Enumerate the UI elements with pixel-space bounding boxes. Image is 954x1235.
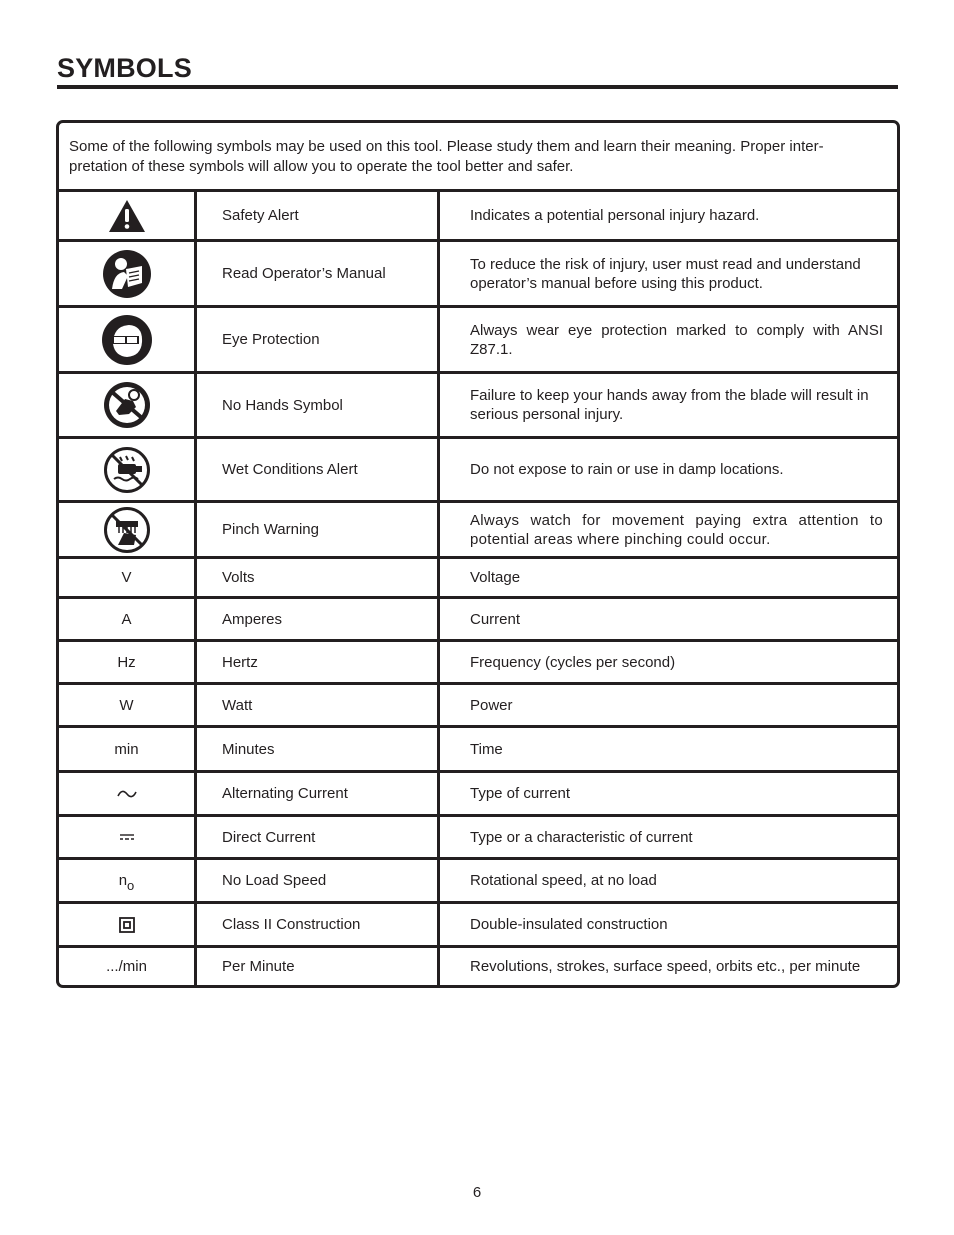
symbol-main: n bbox=[118, 872, 128, 889]
symbol-name: Alternating Current bbox=[197, 773, 440, 814]
symbol-text: min bbox=[59, 728, 197, 770]
symbol-meaning: Current bbox=[470, 610, 521, 628]
symbol-meaning: Do not expose to rain or use in damp locations. bbox=[470, 461, 784, 478]
table-row bbox=[59, 308, 897, 374]
table-row bbox=[59, 904, 897, 948]
symbol-text: V bbox=[59, 559, 197, 596]
symbol-meaning: Failure to keep your hands away from the blade will result in serious personal injury. bbox=[470, 387, 869, 423]
eye-protection-icon bbox=[59, 308, 197, 371]
table-row bbox=[59, 503, 897, 559]
table-row bbox=[59, 860, 897, 904]
symbol-text: .../min bbox=[59, 948, 197, 985]
symbol-meaning: Type of current bbox=[470, 785, 571, 802]
table-row bbox=[59, 817, 897, 860]
safety-alert-icon bbox=[59, 192, 197, 239]
symbol-name: Amperes bbox=[197, 599, 440, 639]
class-ii-icon bbox=[59, 904, 197, 945]
table-row bbox=[59, 192, 897, 242]
symbol-text bbox=[59, 860, 197, 901]
symbol-meaning: Indicates a potential personal injury hazard. bbox=[470, 207, 760, 224]
title-rule bbox=[57, 85, 898, 89]
table-row bbox=[59, 242, 897, 308]
symbol-name: Direct Current bbox=[197, 817, 440, 857]
symbol-meaning: Always watch for movement paying extra attention to potential areas where pinching could occur. bbox=[470, 511, 883, 548]
symbol-name: Hertz bbox=[197, 642, 440, 682]
pinch-warning-icon bbox=[59, 503, 197, 556]
symbol-name: Read Operator’s Manual bbox=[197, 242, 440, 305]
symbol-text: W bbox=[59, 685, 197, 725]
page-number: 6 bbox=[472, 1184, 482, 1201]
table-row bbox=[59, 728, 897, 773]
symbol-name: Class II Construction bbox=[197, 904, 440, 945]
no-hands-icon bbox=[59, 374, 197, 436]
symbol-name: Volts bbox=[197, 559, 440, 596]
table-row bbox=[59, 439, 897, 503]
symbol-meaning: Voltage bbox=[470, 569, 521, 586]
symbol-meaning: Type or a characteristic of current bbox=[470, 828, 693, 846]
table-row bbox=[59, 374, 897, 439]
intro-cell bbox=[59, 123, 897, 192]
symbol-meaning: Rotational speed, at no load bbox=[470, 872, 657, 889]
table-row bbox=[59, 599, 897, 642]
alternating-current-icon bbox=[59, 773, 197, 814]
symbols-table bbox=[56, 120, 900, 988]
symbol-name: Eye Protection bbox=[197, 308, 440, 371]
symbol-text: Hz bbox=[59, 642, 197, 682]
symbol-meaning: Double-insulated construction bbox=[470, 916, 668, 933]
symbol-meaning: Always wear eye protection marked to comply with ANSI Z87.1. bbox=[470, 321, 883, 358]
table-row bbox=[59, 685, 897, 728]
symbol-meaning: To reduce the risk of injury, user must read and understand operator’s manual before using this product. bbox=[470, 255, 861, 292]
symbol-name: Pinch Warning bbox=[197, 503, 440, 556]
symbol-name: Per Minute bbox=[197, 948, 440, 985]
symbol-name: Minutes bbox=[197, 728, 440, 770]
symbol-name: No Load Speed bbox=[197, 860, 440, 901]
symbol-meaning: Frequency (cycles per second) bbox=[470, 653, 676, 671]
symbol-text: A bbox=[59, 599, 197, 639]
read-manual-icon bbox=[59, 242, 197, 305]
table-row bbox=[59, 559, 897, 599]
symbol-name: Wet Conditions Alert bbox=[197, 439, 440, 500]
wet-conditions-icon bbox=[59, 439, 197, 500]
symbol-name: Watt bbox=[197, 685, 440, 725]
table-row bbox=[59, 773, 897, 817]
direct-current-icon bbox=[59, 817, 197, 857]
symbol-subscript: o bbox=[127, 878, 135, 893]
symbol-meaning: Time bbox=[470, 740, 503, 758]
table-row bbox=[59, 642, 897, 685]
symbol-meaning: Power bbox=[470, 696, 513, 714]
table-row bbox=[59, 948, 897, 985]
symbol-name: No Hands Symbol bbox=[197, 374, 440, 436]
page-title: SYMBOLS bbox=[57, 53, 192, 83]
symbol-meaning: Revolutions, strokes, surface speed, orbits etc., per minute bbox=[470, 958, 861, 975]
symbol-name: Safety Alert bbox=[197, 192, 440, 239]
intro-text: Some of the following symbols may be used on this tool. Please study them and learn their meaning. Proper inter-pretation of these symbols will allow you to operate the tool better and safer. bbox=[69, 138, 824, 175]
